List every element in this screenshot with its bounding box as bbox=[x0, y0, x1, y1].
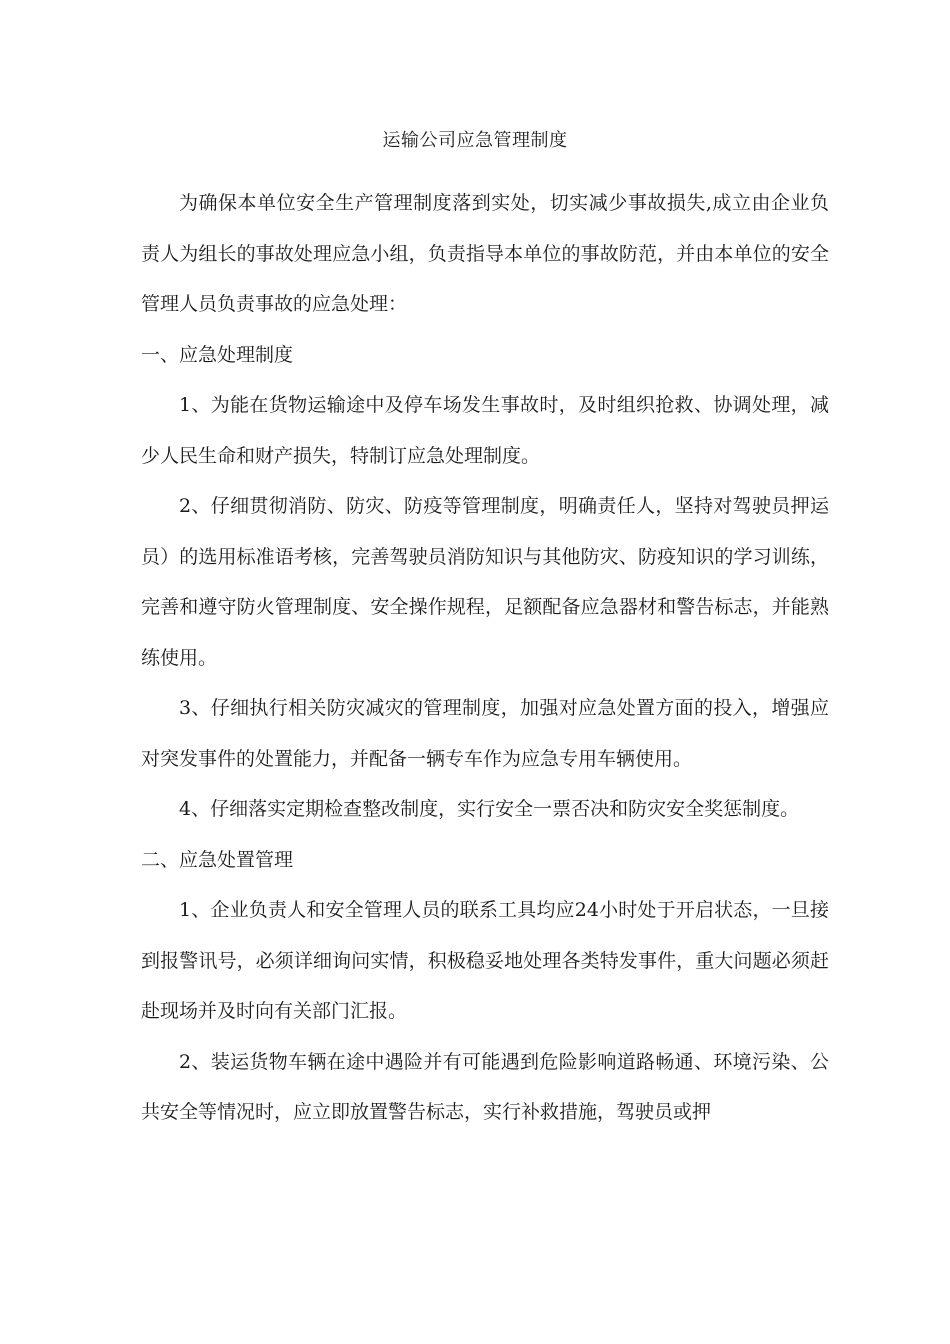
document-body bbox=[141, 178, 829, 1138]
section-heading-emergency-management: 二、应急处置管理 bbox=[141, 848, 294, 871]
section-heading-emergency-handling: 一、应急处理制度 bbox=[141, 343, 294, 366]
section1-item-3: 3、仔细执行相关防灾减灾的管理制度，加强对应急处置方面的投入，增强应对突发事件的处置能力，并配备一辆专车作为应急专用车辆使用。 bbox=[141, 697, 829, 770]
intro-paragraph: 为确保本单位安全生产管理制度落到实处，切实减少事故损失,成立由企业负责人为组长的事故处理应急小组，负责指导本单位的事故防范，并由本单位的安全管理人员负责事故的应急处理： bbox=[141, 192, 829, 315]
document-title: 运输公司应急管理制度 bbox=[382, 130, 568, 151]
section2-item-2: 2、装运货物车辆在途中遇险并有可能遇到危险影响道路畅通、环境污染、公共安全等情况时，应立即放置警告标志，实行补救措施，驾驶员或押 bbox=[141, 1050, 829, 1123]
section1-item-1: 1、为能在货物运输途中及停车场发生事故时，及时组织抢救、协调处理，减少人民生命和财产损失，特制订应急处理制度。 bbox=[141, 394, 829, 467]
section2-item-1: 1、企业负责人和安全管理人员的联系工具均应24小时处于开启状态，一旦接到报警讯号，必须详细询问实情，积极稳妥地处理各类特发事件，重大问题必须赶赴现场并及时向有关部门汇报。 bbox=[141, 899, 829, 1022]
section1-item-2: 2、仔细贯彻消防、防灾、防疫等管理制度，明确责任人，坚持对驾驶员押运员）的选用标准语考核，完善驾驶员消防知识与其他防灾、防疫知识的学习训练，完善和遵守防火管理制度、安全操作规程，足额配备应急器材和警告标志，并能熟练使用。 bbox=[141, 495, 829, 669]
section1-item-4: 4、仔细落实定期检查整改制度，实行安全一票否决和防灾安全奖惩制度。 bbox=[179, 798, 800, 820]
